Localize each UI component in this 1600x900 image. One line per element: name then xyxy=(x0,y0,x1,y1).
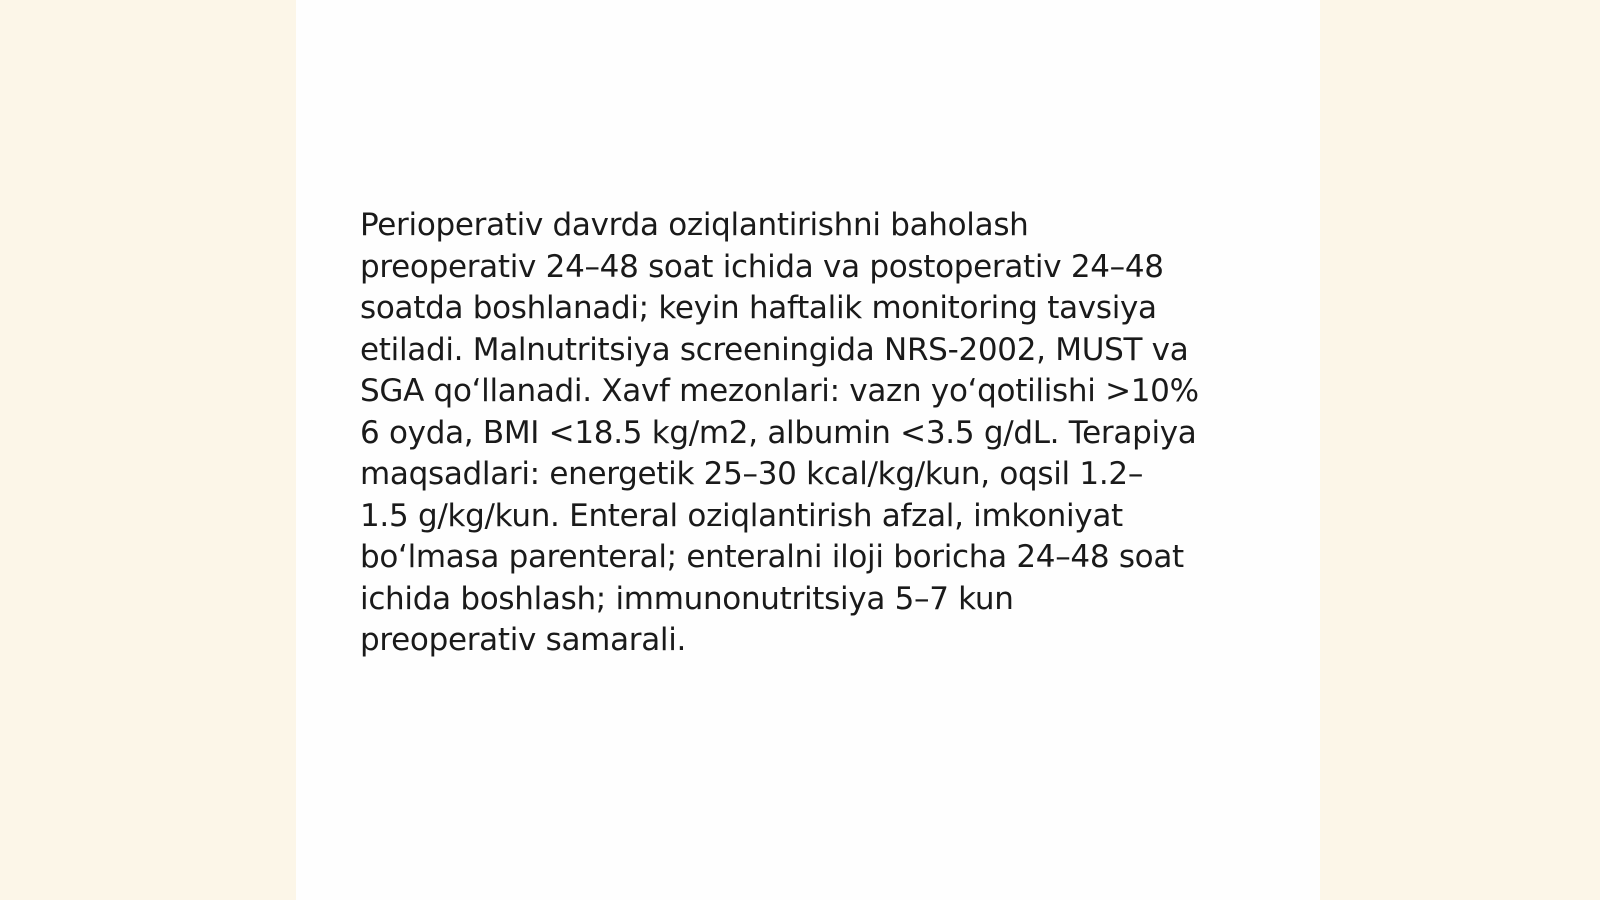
paragraph-line: Perioperativ davrda oziqlantirishni baholash xyxy=(360,207,1029,243)
paragraph-line: preoperativ 24–48 soat ichida va postoperativ 24–48 xyxy=(360,248,1164,285)
paragraph-line: 6 oyda, BMI <18.5 kg/m2, albumin <3.5 g/dL. Terapiya xyxy=(360,414,1197,451)
paragraph-line: soatda boshlanadi; keyin haftalik monitoring tavsiya xyxy=(360,290,1157,326)
paragraph-line: etiladi. Malnutritsiya screeningida NRS-2002, MUST va xyxy=(360,331,1189,368)
paragraph-line: SGA qoʻllanadi. Xavf mezonlari: vazn yoʻqotilishi >10% xyxy=(360,373,1199,409)
document-sheet xyxy=(296,0,1320,900)
paragraph-line: maqsadlari: energetik 25–30 kcal/kg/kun, oqsil 1.2– xyxy=(360,456,1144,492)
body-paragraph xyxy=(360,205,1260,662)
paragraph-line: ichida boshlash; immunonutritsiya 5–7 kun xyxy=(360,580,1014,617)
paragraph-line: 1.5 g/kg/kun. Enteral oziqlantirish afzal, imkoniyat xyxy=(360,497,1123,534)
paragraph-line: preoperativ samarali. xyxy=(360,622,687,658)
paragraph-line: boʻlmasa parenteral; enteralni iloji boricha 24–48 soat xyxy=(360,539,1184,575)
